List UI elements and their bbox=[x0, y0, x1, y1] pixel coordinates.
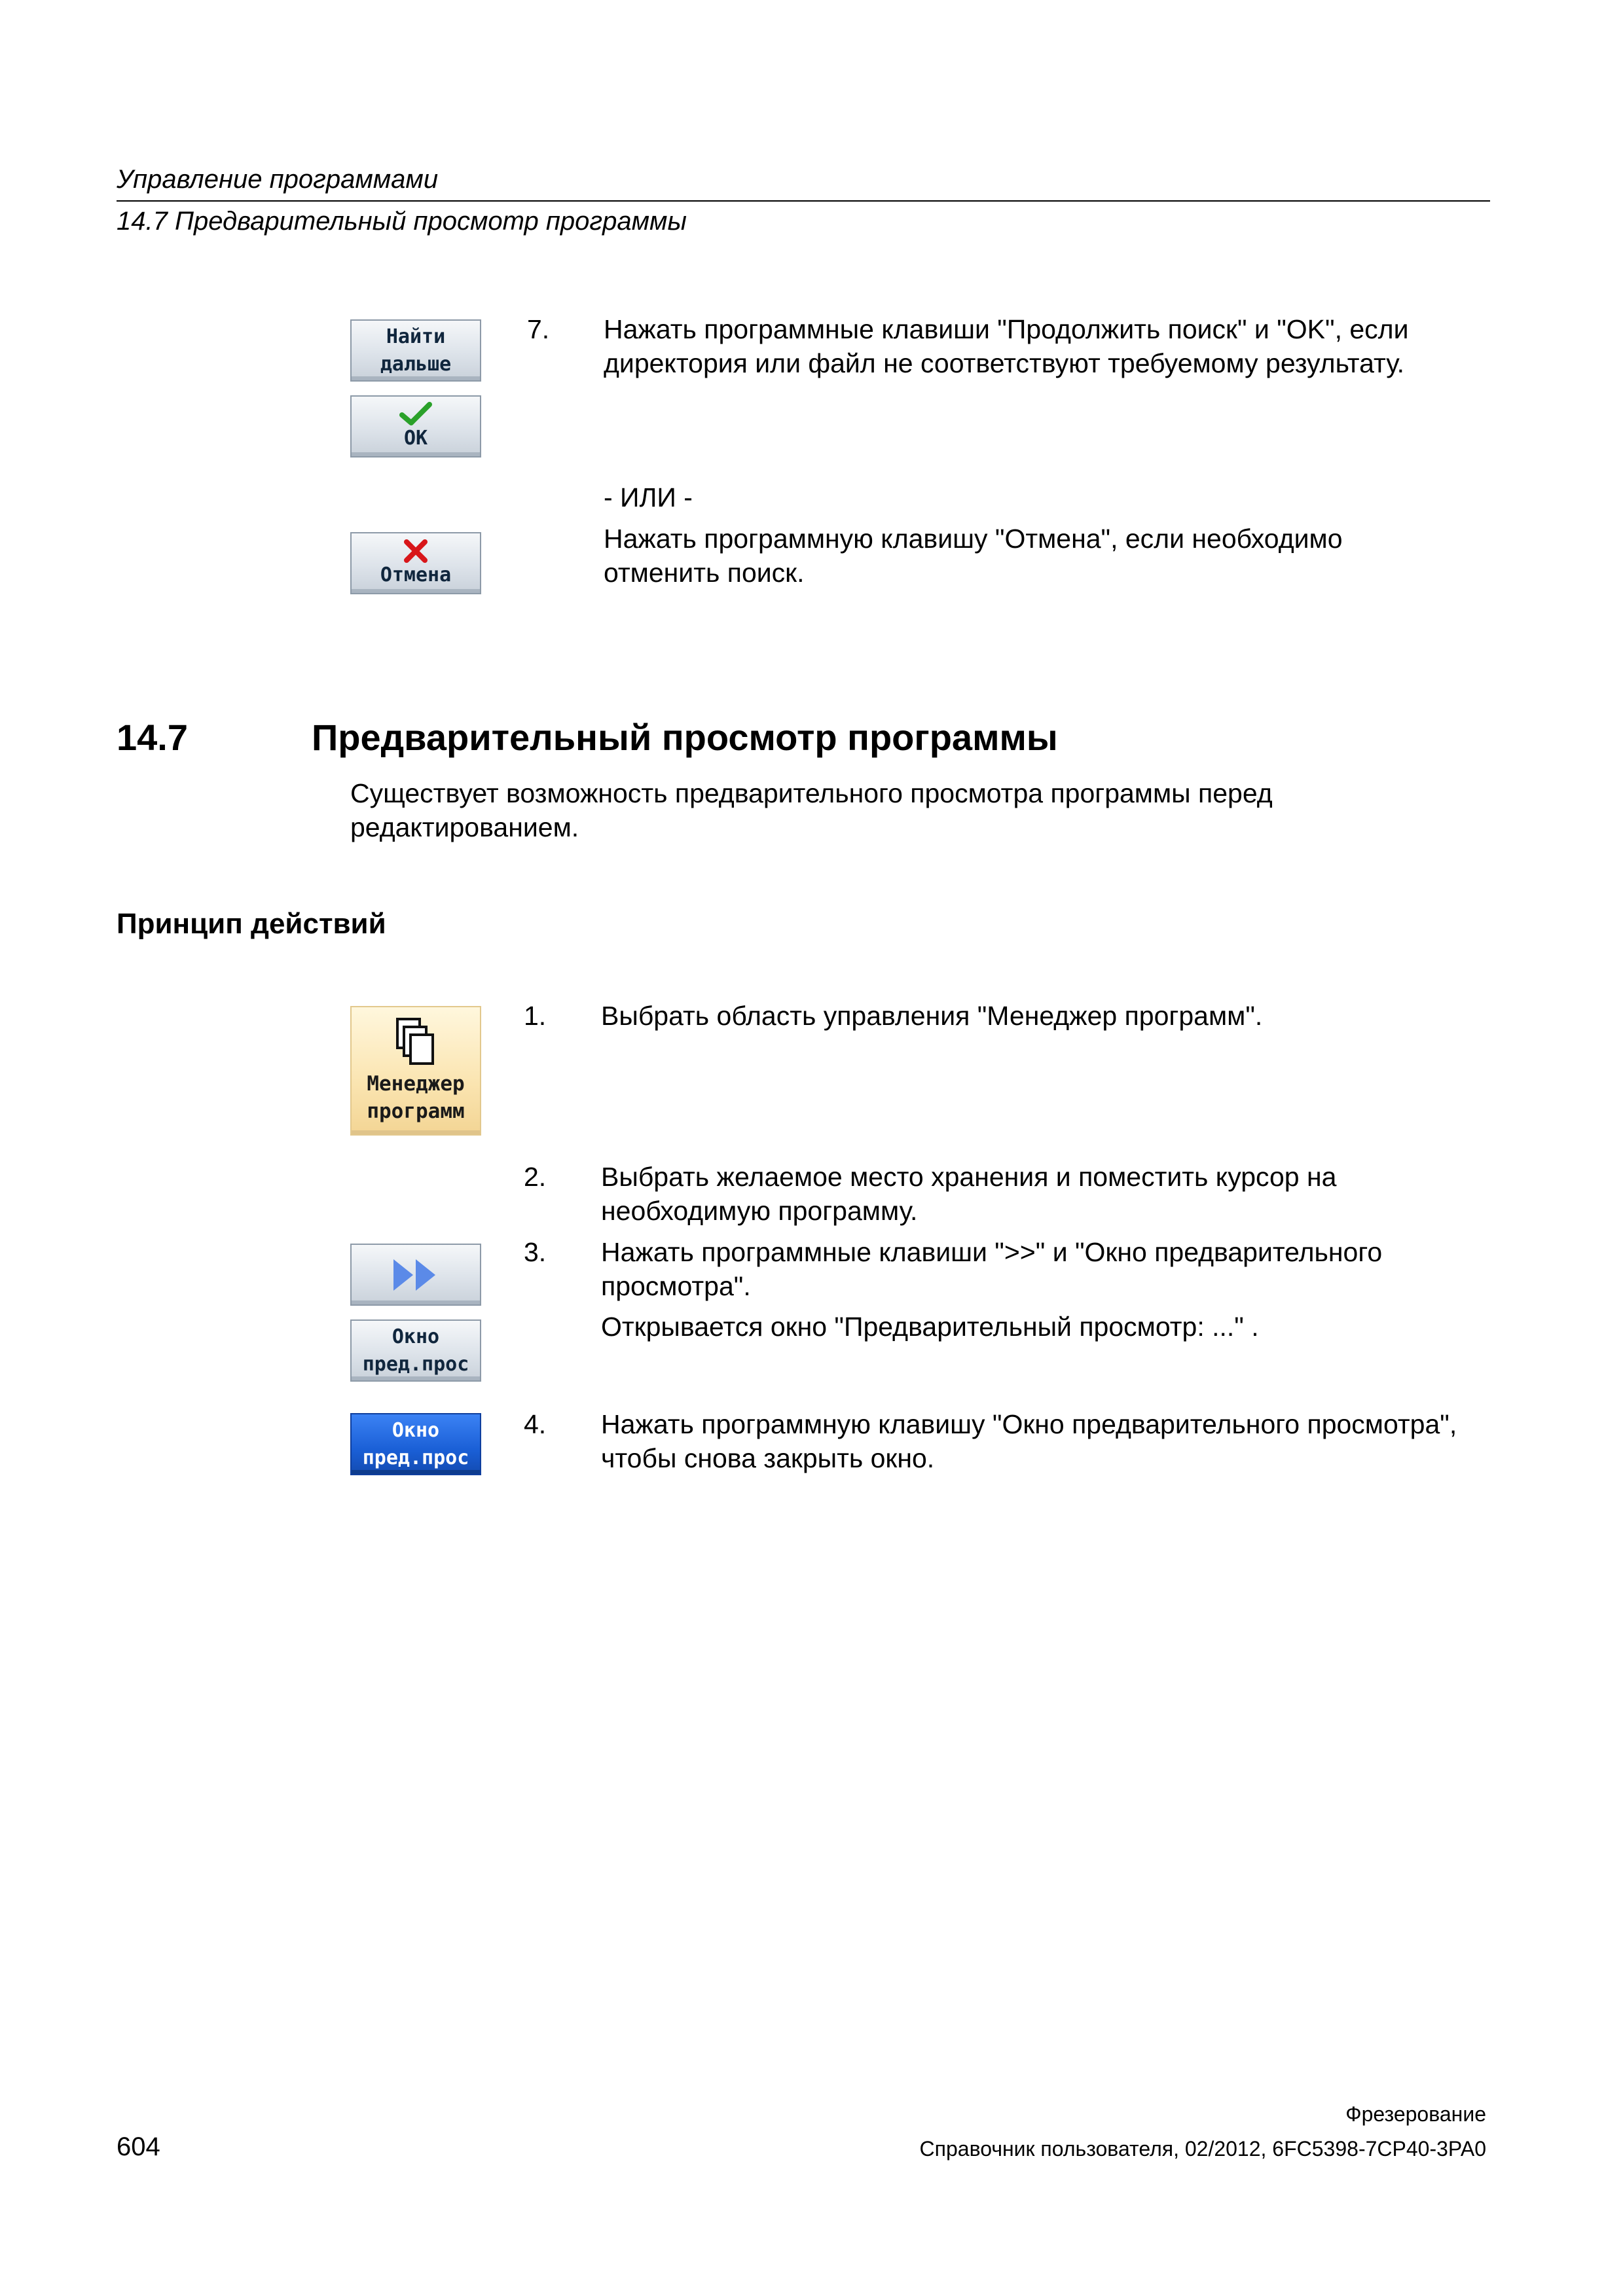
section-number: 14.7 bbox=[117, 717, 188, 758]
step-4-number: 4. bbox=[524, 1409, 547, 1439]
find-next-label-line1: Найти bbox=[386, 325, 446, 348]
step-7-text bbox=[604, 312, 1494, 380]
step-2-text bbox=[601, 1160, 1491, 1228]
step-1-text: Выбрать область управления "Менеджер программ". bbox=[601, 1001, 1263, 1031]
footer-doc-info: Справочник пользователя, 02/2012, 6FC5398-7CP40-3PA0 bbox=[919, 2137, 1486, 2161]
next-softkey[interactable] bbox=[350, 1244, 481, 1306]
section-intro-line1: Существует возможность предварительного просмотра программы перед bbox=[350, 778, 1273, 808]
find-next-softkey[interactable] bbox=[350, 319, 481, 382]
step-4-line1: Нажать программную клавишу "Окно предварительного просмотра", bbox=[601, 1409, 1457, 1439]
ok-softkey[interactable] bbox=[350, 395, 481, 457]
step-7-line1: Нажать программные клавиши "Продолжить поиск" и "OK", если bbox=[604, 314, 1409, 344]
page-number: 604 bbox=[117, 2132, 160, 2161]
running-header-chapter: Управление программами bbox=[117, 165, 439, 194]
header-rule bbox=[117, 200, 1490, 202]
section-intro-line2: редактированием. bbox=[350, 812, 579, 842]
step-3-line2: просмотра". bbox=[601, 1271, 751, 1301]
cancel-softkey[interactable] bbox=[350, 532, 481, 594]
step-7-line2: директория или файл не соответствуют требуемому результату. bbox=[604, 348, 1404, 378]
preview-window-label-line2: пред.прос bbox=[362, 1353, 469, 1376]
cancel-label: Отмена bbox=[380, 564, 452, 586]
find-next-label-line2: дальше bbox=[380, 353, 452, 376]
preview-window-label-line1: Окно bbox=[392, 1325, 440, 1348]
program-manager-label-line2: программ bbox=[367, 1100, 465, 1123]
preview-window-softkey[interactable] bbox=[350, 1319, 481, 1382]
program-manager-label-line1: Менеджер bbox=[367, 1072, 465, 1096]
step-7-number: 7. bbox=[527, 314, 550, 344]
step-3-result: Открывается окно "Предварительный просмотр: ..." . bbox=[601, 1312, 1259, 1342]
program-manager-icon bbox=[395, 1016, 437, 1066]
step-3-number: 3. bbox=[524, 1237, 547, 1267]
double-chevron-right-icon bbox=[388, 1255, 443, 1295]
step-4-line2: чтобы снова закрыть окно. bbox=[601, 1443, 935, 1473]
cross-icon bbox=[403, 539, 429, 564]
footer-topic: Фрезерование bbox=[1345, 2102, 1486, 2126]
subheading: Принцип действий bbox=[117, 908, 386, 940]
preview-window-softkey-active[interactable] bbox=[350, 1413, 481, 1475]
step-2-number: 2. bbox=[524, 1162, 547, 1192]
step-3-line1: Нажать программные клавиши ">>" и "Окно предварительного bbox=[601, 1237, 1383, 1267]
preview-window-active-label-line1: Окно bbox=[392, 1419, 440, 1442]
section-title: Предварительный просмотр программы bbox=[312, 717, 1058, 758]
step-4-text bbox=[601, 1407, 1504, 1475]
ok-label: OK bbox=[403, 427, 428, 450]
step-2-line2: необходимую программу. bbox=[601, 1196, 918, 1226]
step-2-line1: Выбрать желаемое место хранения и поместить курсор на bbox=[601, 1162, 1337, 1192]
step-7-alternative bbox=[604, 522, 1494, 590]
program-manager-softkey[interactable] bbox=[350, 1006, 481, 1136]
or-separator: - ИЛИ - bbox=[604, 482, 693, 512]
preview-window-active-label-line2: пред.прос bbox=[362, 1446, 469, 1469]
section-intro bbox=[350, 776, 1489, 844]
step-1-number: 1. bbox=[524, 1001, 547, 1031]
step-7-alt-line1: Нажать программную клавишу "Отмена", если необходимо bbox=[604, 524, 1343, 554]
running-header-section: 14.7 Предварительный просмотр программы bbox=[117, 207, 687, 236]
step-7-alt-line2: отменить поиск. bbox=[604, 558, 805, 588]
checkmark-icon bbox=[399, 402, 432, 427]
step-3-text bbox=[601, 1235, 1491, 1303]
